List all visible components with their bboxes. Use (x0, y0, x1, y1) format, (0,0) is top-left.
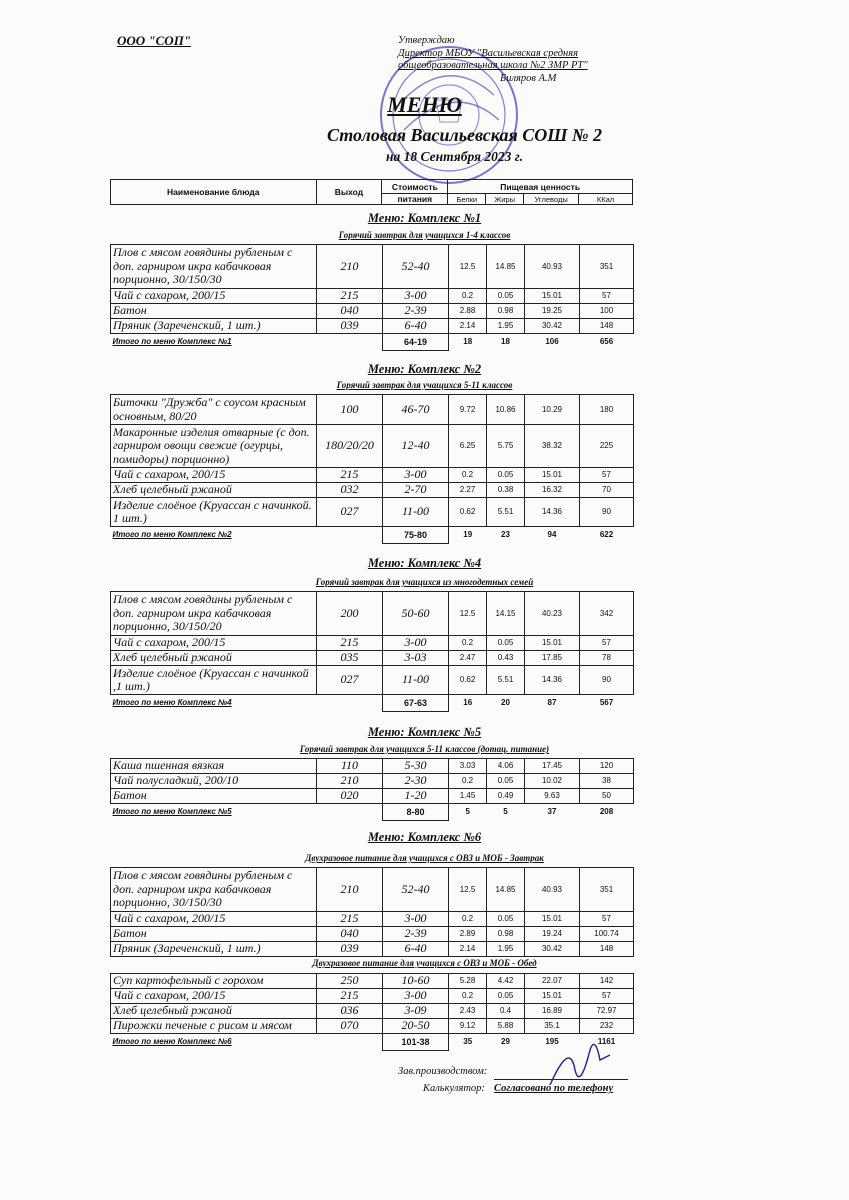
col-cost-2: питания (382, 194, 448, 205)
table-row (111, 395, 634, 425)
menu-table (110, 591, 634, 712)
dish-carbs: 19.24 (525, 926, 580, 941)
total-fat: 18 (501, 336, 510, 346)
total-kcal: 622 (599, 530, 614, 540)
dish-name: Хлеб целебный ржаной (111, 483, 317, 498)
head-of-production-label: Зав.производством: (398, 1066, 488, 1077)
dish-protein: 0.62 (449, 666, 487, 695)
section-title: Меню: Комплекс №2 (367, 362, 482, 376)
dish-cost: 2-39 (383, 926, 449, 941)
total-label: Итого по меню Комплекс №1 (112, 336, 232, 346)
table-row (111, 592, 634, 636)
dish-kcal: 70 (580, 483, 634, 498)
total-row (111, 333, 634, 350)
dish-cost: 2-39 (383, 303, 449, 318)
dish-carbs: 10.02 (525, 774, 580, 789)
dish-name: Биточки "Дружба" с соусом красным основным, 80/20 (111, 395, 317, 425)
dish-cost: 3-00 (383, 912, 449, 927)
dish-fat: 5.51 (487, 498, 525, 527)
dish-fat: 10.86 (487, 395, 525, 425)
table-row (111, 989, 634, 1004)
dish-name: Чай полусладкий, 200/10 (111, 774, 317, 789)
total-fat: 5 (503, 807, 508, 817)
calculator-label: Калькулятор: (423, 1083, 485, 1094)
col-name: Наименование блюда (111, 180, 317, 205)
table-row (111, 666, 634, 695)
dish-kcal: 351 (580, 245, 634, 289)
table-row (111, 468, 634, 483)
total-protein: 5 (465, 807, 470, 817)
dish-fat: 5.75 (487, 425, 525, 468)
column-header (110, 179, 633, 205)
total-row (111, 527, 634, 544)
section-title: Меню: Комплекс №5 (367, 725, 482, 739)
dish-name: Чай с сахаром, 200/15 (111, 636, 317, 651)
dish-name: Батон (111, 789, 317, 804)
dish-cost: 1-20 (383, 789, 449, 804)
page-title: МЕНЮ (387, 92, 462, 117)
total-cost: 101-38 (383, 1034, 449, 1051)
dish-output: 250 (317, 974, 383, 989)
total-kcal: 567 (599, 698, 614, 708)
dish-output: 035 (317, 651, 383, 666)
approval-line-3: общеобразовательная школа №2 ЗМР РТ" (398, 60, 588, 71)
dish-cost: 2-70 (383, 483, 449, 498)
total-kcal: 208 (599, 807, 614, 817)
dish-protein: 0.2 (449, 989, 487, 1004)
dish-output: 215 (317, 989, 383, 1004)
dish-name: Чай с сахаром, 200/15 (111, 289, 317, 304)
dish-cost: 3-00 (383, 289, 449, 304)
dish-carbs: 30.42 (525, 318, 580, 333)
dish-name: Плов с мясом говядины рубленым с доп. гарниром икра кабачковая порционно, 30/150/30 (111, 868, 317, 912)
dish-protein: 6.25 (449, 425, 487, 468)
dish-output: 110 (317, 759, 383, 774)
dish-protein: 0.2 (449, 636, 487, 651)
dish-carbs: 10.29 (525, 395, 580, 425)
total-fat: 29 (501, 1037, 510, 1047)
total-label: Итого по меню Комплекс №4 (112, 698, 232, 708)
dish-output: 036 (317, 1004, 383, 1019)
dish-cost: 3-00 (383, 468, 449, 483)
dish-fat: 14.85 (487, 868, 525, 912)
total-protein: 35 (463, 1037, 473, 1047)
dish-output: 200 (317, 592, 383, 636)
dish-protein: 2.88 (449, 303, 487, 318)
menu-date: на 18 Сентября 2023 г. (386, 149, 523, 164)
dish-fat: 5.51 (487, 666, 525, 695)
total-cost: 64-19 (383, 333, 449, 350)
total-carbs: 87 (547, 698, 557, 708)
dish-kcal: 180 (580, 395, 634, 425)
table-row (111, 759, 634, 774)
dish-protein: 12.5 (449, 592, 487, 636)
dish-output: 070 (317, 1019, 383, 1034)
section-title: Меню: Комплекс №4 (367, 556, 482, 570)
total-row (111, 695, 634, 712)
section-subtitle-2: Двухразовое питание для учащихся с ОВЗ и МОБ - Обед (312, 958, 537, 968)
dish-carbs: 15.01 (525, 636, 580, 651)
dish-fat: 0.38 (487, 483, 525, 498)
dish-kcal: 57 (580, 468, 634, 483)
dish-fat: 14.15 (487, 592, 525, 636)
total-carbs: 94 (547, 530, 557, 540)
table-row (111, 425, 634, 468)
dish-cost: 50-60 (383, 592, 449, 636)
total-label: Итого по меню Комплекс №2 (112, 530, 232, 540)
dish-name: Батон (111, 926, 317, 941)
section-subtitle: Горячий завтрак для учащихся из многодетных семей (315, 577, 534, 587)
total-cost: 8-80 (383, 804, 449, 821)
dish-name: Макаронные изделия отварные (с доп. гарниром овощи свежие (огурцы, помидоры) порционно) (111, 425, 317, 468)
dish-name: Плов с мясом говядины рубленым с доп. гарниром икра кабачковая порционно, 30/150/20 (111, 592, 317, 636)
total-kcal: 656 (599, 336, 614, 346)
dish-output: 032 (317, 483, 383, 498)
dish-protein: 5.28 (449, 974, 487, 989)
approval-block (398, 35, 588, 85)
total-carbs: 195 (545, 1037, 559, 1047)
dish-cost: 11-00 (383, 498, 449, 527)
dish-output: 040 (317, 303, 383, 318)
dish-cost: 52-40 (383, 245, 449, 289)
total-cost: 75-80 (383, 527, 449, 544)
dish-protein: 0.2 (449, 912, 487, 927)
dish-protein: 0.62 (449, 498, 487, 527)
dish-protein: 9.12 (449, 1019, 487, 1034)
dish-kcal: 78 (580, 651, 634, 666)
dish-cost: 12-40 (383, 425, 449, 468)
dish-protein: 2.14 (449, 941, 487, 956)
dish-protein: 2.89 (449, 926, 487, 941)
dish-kcal: 232 (580, 1019, 634, 1034)
dish-protein: 2.43 (449, 1004, 487, 1019)
dish-kcal: 57 (580, 912, 634, 927)
dish-kcal: 120 (580, 759, 634, 774)
dish-output: 215 (317, 468, 383, 483)
approval-line-1: Утверждаю (398, 35, 455, 46)
table-row (111, 651, 634, 666)
table-row (111, 941, 634, 956)
dish-cost: 3-03 (383, 651, 449, 666)
menu-table (110, 244, 634, 351)
dish-fat: 0.49 (487, 789, 525, 804)
dish-name: Батон (111, 303, 317, 318)
dish-fat: 0.05 (487, 636, 525, 651)
dish-fat: 0.05 (487, 774, 525, 789)
section-subtitle: Горячий завтрак для учащихся 5-11 классов (дотац. питание) (299, 744, 550, 754)
dish-protein: 1.45 (449, 789, 487, 804)
dish-kcal: 57 (580, 989, 634, 1004)
total-label: Итого по меню Комплекс №6 (112, 1037, 232, 1047)
dish-carbs: 22.07 (525, 974, 580, 989)
total-row (111, 804, 634, 821)
dish-fat: 0.98 (487, 926, 525, 941)
dish-output: 039 (317, 318, 383, 333)
dish-kcal: 100 (580, 303, 634, 318)
dish-cost: 6-40 (383, 318, 449, 333)
dish-name: Чай с сахаром, 200/15 (111, 989, 317, 1004)
dish-kcal: 142 (580, 974, 634, 989)
table-row (111, 912, 634, 927)
dish-fat: 4.42 (487, 974, 525, 989)
dish-fat: 0.05 (487, 989, 525, 1004)
dish-carbs: 14.36 (525, 498, 580, 527)
col-protein: Белки (448, 194, 486, 205)
dish-name: Пряник (Зареченский, 1 шт.) (111, 318, 317, 333)
table-row (111, 245, 634, 289)
dish-cost: 46-70 (383, 395, 449, 425)
dish-output: 215 (317, 912, 383, 927)
table-row (111, 318, 634, 333)
dish-cost: 3-00 (383, 989, 449, 1004)
dish-protein: 3.03 (449, 759, 487, 774)
dish-kcal: 351 (580, 868, 634, 912)
dish-protein: 9.72 (449, 395, 487, 425)
section-subtitle: Двухразовое питание для учащихся с ОВЗ и МОБ - Завтрак (305, 853, 544, 863)
section-title: Меню: Комплекс №1 (367, 211, 482, 225)
dish-name: Хлеб целебный ржаной (111, 651, 317, 666)
dish-name: Плов с мясом говядины рубленым с доп. гарниром икра кабачковая порционно, 30/150/30 (111, 245, 317, 289)
dish-fat: 1.95 (487, 318, 525, 333)
dish-protein: 12.5 (449, 868, 487, 912)
dish-kcal: 90 (580, 498, 634, 527)
dish-carbs: 16.32 (525, 483, 580, 498)
dish-name: Изделие слоёное (Круассан с начинкой. 1 шт.) (111, 498, 317, 527)
table-row (111, 926, 634, 941)
dish-kcal: 100.74 (580, 926, 634, 941)
table-row (111, 1004, 634, 1019)
dish-output: 210 (317, 774, 383, 789)
dish-output: 020 (317, 789, 383, 804)
table-row (111, 789, 634, 804)
dish-carbs: 40.93 (525, 868, 580, 912)
dish-kcal: 50 (580, 789, 634, 804)
total-carbs: 106 (545, 336, 559, 346)
dish-fat: 1.95 (487, 941, 525, 956)
total-fat: 20 (501, 698, 510, 708)
dish-fat: 5.88 (487, 1019, 525, 1034)
dish-cost: 11-00 (383, 666, 449, 695)
dish-name: Пряник (Зареченский, 1 шт.) (111, 941, 317, 956)
dish-carbs: 15.01 (525, 989, 580, 1004)
dish-kcal: 148 (580, 318, 634, 333)
dish-protein: 2.14 (449, 318, 487, 333)
section-subtitle: Горячий завтрак для учащихся 5-11 классов (336, 380, 513, 390)
dish-name: Каша пшенная вязкая (111, 759, 317, 774)
dish-cost: 10-60 (383, 974, 449, 989)
menu-table (110, 758, 634, 821)
dish-output: 215 (317, 289, 383, 304)
total-fat: 23 (501, 530, 510, 540)
total-protein: 16 (463, 698, 473, 708)
table-row (111, 498, 634, 527)
dish-carbs: 40.23 (525, 592, 580, 636)
table-row (111, 974, 634, 989)
dish-kcal: 38 (580, 774, 634, 789)
dish-cost: 3-00 (383, 636, 449, 651)
dish-kcal: 148 (580, 941, 634, 956)
dish-carbs: 19.25 (525, 303, 580, 318)
total-protein: 18 (463, 336, 473, 346)
page-subtitle: Столовая Васильевская СОШ № 2 (327, 125, 602, 145)
dish-kcal: 57 (580, 636, 634, 651)
dish-kcal: 225 (580, 425, 634, 468)
dish-fat: 0.05 (487, 289, 525, 304)
table-row (111, 636, 634, 651)
dish-protein: 0.2 (449, 774, 487, 789)
dish-protein: 0.2 (449, 468, 487, 483)
total-label: Итого по меню Комплекс №5 (112, 807, 232, 817)
dish-kcal: 57 (580, 289, 634, 304)
dish-fat: 4.06 (487, 759, 525, 774)
dish-name: Чай с сахаром, 200/15 (111, 468, 317, 483)
dish-carbs: 17.85 (525, 651, 580, 666)
total-cost: 67-63 (383, 695, 449, 712)
dish-protein: 2.47 (449, 651, 487, 666)
calculator-value: Согласовано по телефону (494, 1083, 614, 1094)
dish-fat: 0.05 (487, 468, 525, 483)
dish-fat: 0.05 (487, 912, 525, 927)
dish-output: 210 (317, 245, 383, 289)
organization-name: ООО "СОП" (117, 33, 192, 48)
dish-carbs: 15.01 (525, 912, 580, 927)
dish-protein: 0.2 (449, 289, 487, 304)
dish-kcal: 90 (580, 666, 634, 695)
dish-kcal: 342 (580, 592, 634, 636)
dish-cost: 6-40 (383, 941, 449, 956)
dish-name: Хлеб целебный ржаной (111, 1004, 317, 1019)
table-row (111, 774, 634, 789)
dish-cost: 2-30 (383, 774, 449, 789)
col-carbs: Углеводы (524, 194, 579, 205)
total-kcal: 1161 (597, 1037, 616, 1047)
col-cost: Стоимость (382, 180, 448, 194)
dish-output: 210 (317, 868, 383, 912)
dish-name: Суп картофельный с горохом (111, 974, 317, 989)
menu-table (110, 394, 634, 544)
table-row (111, 303, 634, 318)
dish-cost: 20-50 (383, 1019, 449, 1034)
dish-carbs: 15.01 (525, 289, 580, 304)
dish-carbs: 16.89 (525, 1004, 580, 1019)
approval-signer: Биляров А.М (500, 72, 557, 84)
table-row (111, 483, 634, 498)
col-fat: Жиры (486, 194, 524, 205)
dish-output: 215 (317, 636, 383, 651)
dish-name: Пирожки печеные с рисом и мясом (111, 1019, 317, 1034)
dish-protein: 2.27 (449, 483, 487, 498)
dish-carbs: 38.32 (525, 425, 580, 468)
dish-fat: 0.43 (487, 651, 525, 666)
dish-fat: 14.85 (487, 245, 525, 289)
dish-output: 027 (317, 498, 383, 527)
dish-cost: 3-09 (383, 1004, 449, 1019)
dish-kcal: 72.97 (580, 1004, 634, 1019)
col-nutrition: Пищевая ценность (448, 180, 633, 194)
dish-cost: 5-30 (383, 759, 449, 774)
dish-fat: 0.98 (487, 303, 525, 318)
dish-name: Чай с сахаром, 200/15 (111, 912, 317, 927)
table-row (111, 289, 634, 304)
dish-output: 040 (317, 926, 383, 941)
table-row (111, 868, 634, 912)
dish-carbs: 30.42 (525, 941, 580, 956)
dish-protein: 12.5 (449, 245, 487, 289)
dish-carbs: 9.63 (525, 789, 580, 804)
col-output: Выход (316, 180, 382, 205)
menu-table (110, 867, 634, 957)
dish-carbs: 14.36 (525, 666, 580, 695)
section-title: Меню: Комплекс №6 (367, 830, 482, 844)
dish-output: 180/20/20 (317, 425, 383, 468)
total-protein: 19 (463, 530, 473, 540)
dish-output: 039 (317, 941, 383, 956)
dish-output: 027 (317, 666, 383, 695)
dish-carbs: 35.1 (525, 1019, 580, 1034)
approval-line-2: Директор МБОУ "Васильевская средняя (398, 47, 579, 59)
dish-carbs: 17.45 (525, 759, 580, 774)
total-carbs: 37 (547, 807, 557, 817)
dish-fat: 0.4 (487, 1004, 525, 1019)
dish-name: Изделие слоёное (Круассан с начинкой ,1 шт.) (111, 666, 317, 695)
dish-output: 100 (317, 395, 383, 425)
dish-carbs: 40.93 (525, 245, 580, 289)
col-kcal: ККал (579, 194, 633, 205)
section-subtitle: Горячий завтрак для учащихся 1-4 классов (338, 230, 511, 240)
dish-carbs: 15.01 (525, 468, 580, 483)
dish-cost: 52-40 (383, 868, 449, 912)
